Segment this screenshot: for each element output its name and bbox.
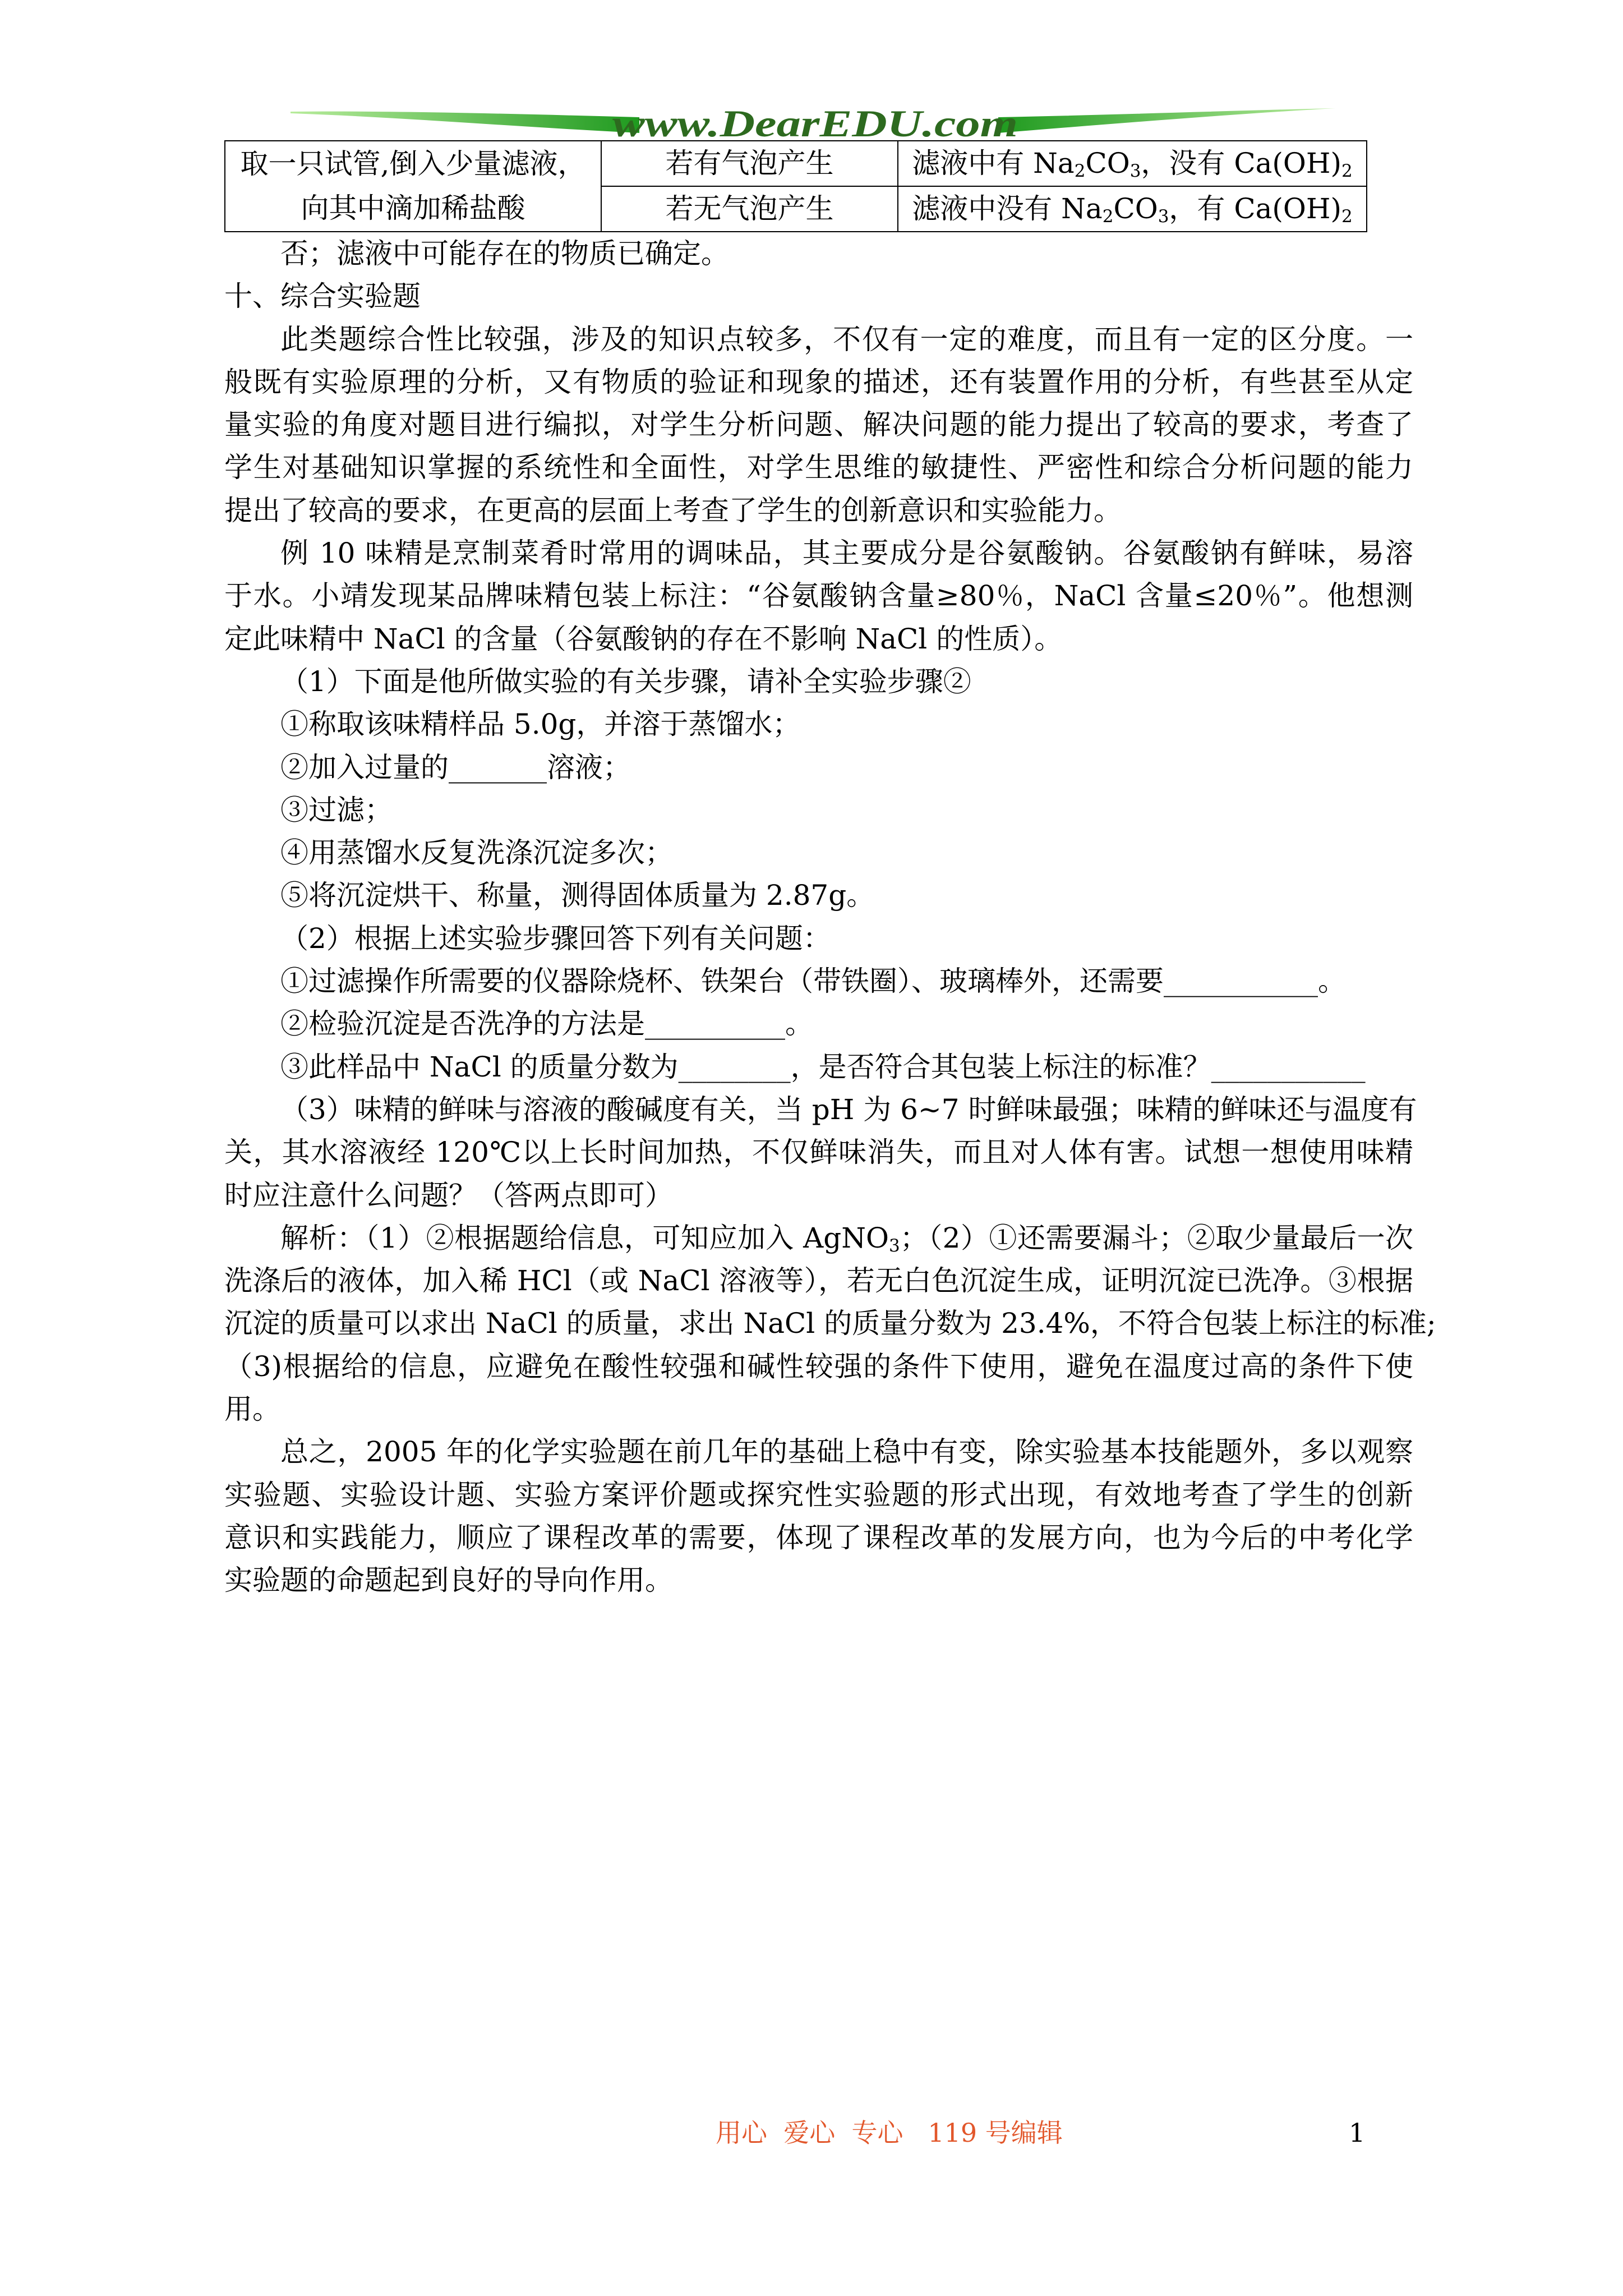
- question2-prompt: （2）根据上述实验步骤回答下列有关问题：: [280, 922, 831, 955]
- question2-item: ③此样品中 NaCl 的质量分数为________，是否符合其包装上标注的标准？___________: [280, 1050, 1366, 1083]
- footer-slogan: 用心 爱心 专心 119 号编辑: [716, 2118, 1063, 2148]
- subscript: 2: [1102, 206, 1114, 227]
- conclusion-text: CO: [1113, 192, 1158, 225]
- summary-line: 意识和实践能力，顺应了课程改革的需要，体现了课程改革的发展方向，也为今后的中考化学: [224, 1521, 1413, 1554]
- analysis-line: 沉淀的质量可以求出 NaCl 的质量，求出 NaCl 的质量分数为 23.4%，不符合包装上标注的标准;: [224, 1307, 1436, 1340]
- experiment-table: [224, 140, 1367, 232]
- conclusion-text: ，有 Ca(OH): [1169, 192, 1341, 225]
- subscript: 2: [1341, 160, 1353, 181]
- summary-line: 实验题、实验设计题、实验方案评价题或探究性实验题的形式出现，有效地考查了学生的创新: [224, 1478, 1413, 1511]
- subscript: 3: [1129, 160, 1141, 181]
- table-row: [225, 141, 1367, 186]
- phenomenon-cell: 若有气泡产生: [601, 141, 898, 186]
- logo-left-swoosh: [291, 112, 639, 133]
- analysis-text: 解析：（1）②根据题给信息，可知应加入 AgNO: [280, 1221, 889, 1254]
- logo-text: www.DearEDU.com: [612, 104, 1018, 143]
- document-body: [224, 232, 1436, 1602]
- summary-line: 总之，2005 年的化学实验题在前几年的基础上稳中有变，除实验基本技能题外，多以观察: [280, 1435, 1413, 1469]
- conclusion-text: CO: [1085, 147, 1130, 180]
- question2-item: ②检验沉淀是否洗净的方法是__________。: [280, 1007, 813, 1041]
- dearedu-logo: [280, 104, 1346, 143]
- intro-line: 量实验的角度对题目进行编拟，对学生分析问题、解决问题的能力提出了较高的要求，考查了: [224, 408, 1413, 441]
- question1-prompt: （1）下面是他所做实验的有关步骤，请补全实验步骤②: [280, 665, 971, 698]
- conclusion-cell: [898, 141, 1367, 186]
- analysis-line: 用。: [224, 1393, 280, 1426]
- subscript: 2: [1341, 206, 1353, 227]
- summary-line: 实验题的命题起到良好的导向作用。: [224, 1564, 673, 1597]
- section-title: 十、综合实验题: [224, 280, 421, 313]
- intro-line: 学生对基础知识掌握的系统性和全面性，对学生思维的敏捷性、严密性和综合分析问题的能力: [224, 451, 1413, 484]
- note-line: 否；滤液中可能存在的物质已确定。: [280, 237, 729, 270]
- analysis-line: [224, 1217, 1413, 1259]
- question1-step: ④用蒸馏水反复洗涤沉淀多次；: [280, 836, 673, 869]
- method-line: 向其中滴加稀盐酸: [301, 192, 525, 224]
- logo-graphic: [280, 104, 1346, 143]
- intro-line: 提出了较高的要求，在更高的层面上考查了学生的创新意识和实验能力。: [224, 494, 1122, 527]
- subscript: 2: [1074, 160, 1086, 181]
- conclusion-text: 滤液中没有 Na: [912, 192, 1103, 225]
- question1-step: ②加入过量的_______溶液；: [280, 751, 631, 784]
- analysis-line: 洗涤后的液体，加入稀 HCl（或 NaCl 溶液等），若无白色沉淀生成，证明沉淀已洗净。③根据: [224, 1264, 1413, 1297]
- example-line: 例 10 味精是烹制菜肴时常用的调味品，其主要成分是谷氨酸钠。谷氨酸钠有鲜味，易溶: [280, 537, 1413, 570]
- question2-item: ①过滤操作所需要的仪器除烧杯、铁架台（带铁圈）、玻璃棒外，还需要___________。: [280, 965, 1346, 998]
- logo-right-swoosh: [998, 108, 1335, 133]
- intro-line: 此类题综合性比较强，涉及的知识点较多，不仅有一定的难度，而且有一定的区分度。一: [280, 323, 1413, 356]
- conclusion-cell: [898, 186, 1367, 232]
- method-line: 取一只试管,倒入少量滤液，: [240, 148, 586, 180]
- question3-line: 关，其水溶液经 120℃以上长时间加热，不仅鲜味消失，而且对人体有害。试想一想使用味精: [224, 1136, 1413, 1169]
- question3-line: （3）味精的鲜味与溶液的酸碱度有关，当 pH 为 6~7 时鲜味最强；味精的鲜味还与温度有: [280, 1093, 1417, 1126]
- method-cell: [225, 141, 601, 232]
- example-line: 定此味精中 NaCl 的含量（谷氨酸钠的存在不影响 NaCl 的性质）。: [224, 622, 1063, 655]
- phenomenon-cell: 若无气泡产生: [601, 186, 898, 232]
- analysis-line: （3)根据给的信息，应避免在酸性较强和碱性较强的条件下使用，避免在温度过高的条件下使: [224, 1350, 1413, 1383]
- analysis-text: ；（2）①还需要漏斗；②取少量最后一次: [900, 1221, 1414, 1254]
- subscript: 3: [1158, 206, 1169, 227]
- question1-step: ①称取该味精样品 5.0g，并溶于蒸馏水；: [280, 708, 801, 741]
- question1-step: ⑤将沉淀烘干、称量，测得固体质量为 2.87g。: [280, 879, 875, 912]
- page-number: 1: [1349, 2118, 1366, 2148]
- intro-line: 般既有实验原理的分析，又有物质的验证和现象的描述，还有装置作用的分析，有些甚至从定: [224, 365, 1413, 398]
- example-line: 于水。小靖发现某品牌味精包装上标注：“谷氨酸钠含量≥80％，NaCl 含量≤20％”。他想测: [224, 579, 1413, 613]
- question3-line: 时应注意什么问题？（答两点即可）: [224, 1179, 673, 1212]
- question1-step: ③过滤；: [280, 793, 393, 826]
- conclusion-text: 滤液中有 Na: [912, 147, 1075, 180]
- subscript: 3: [888, 1235, 900, 1256]
- conclusion-text: ，没有 Ca(OH): [1141, 147, 1341, 180]
